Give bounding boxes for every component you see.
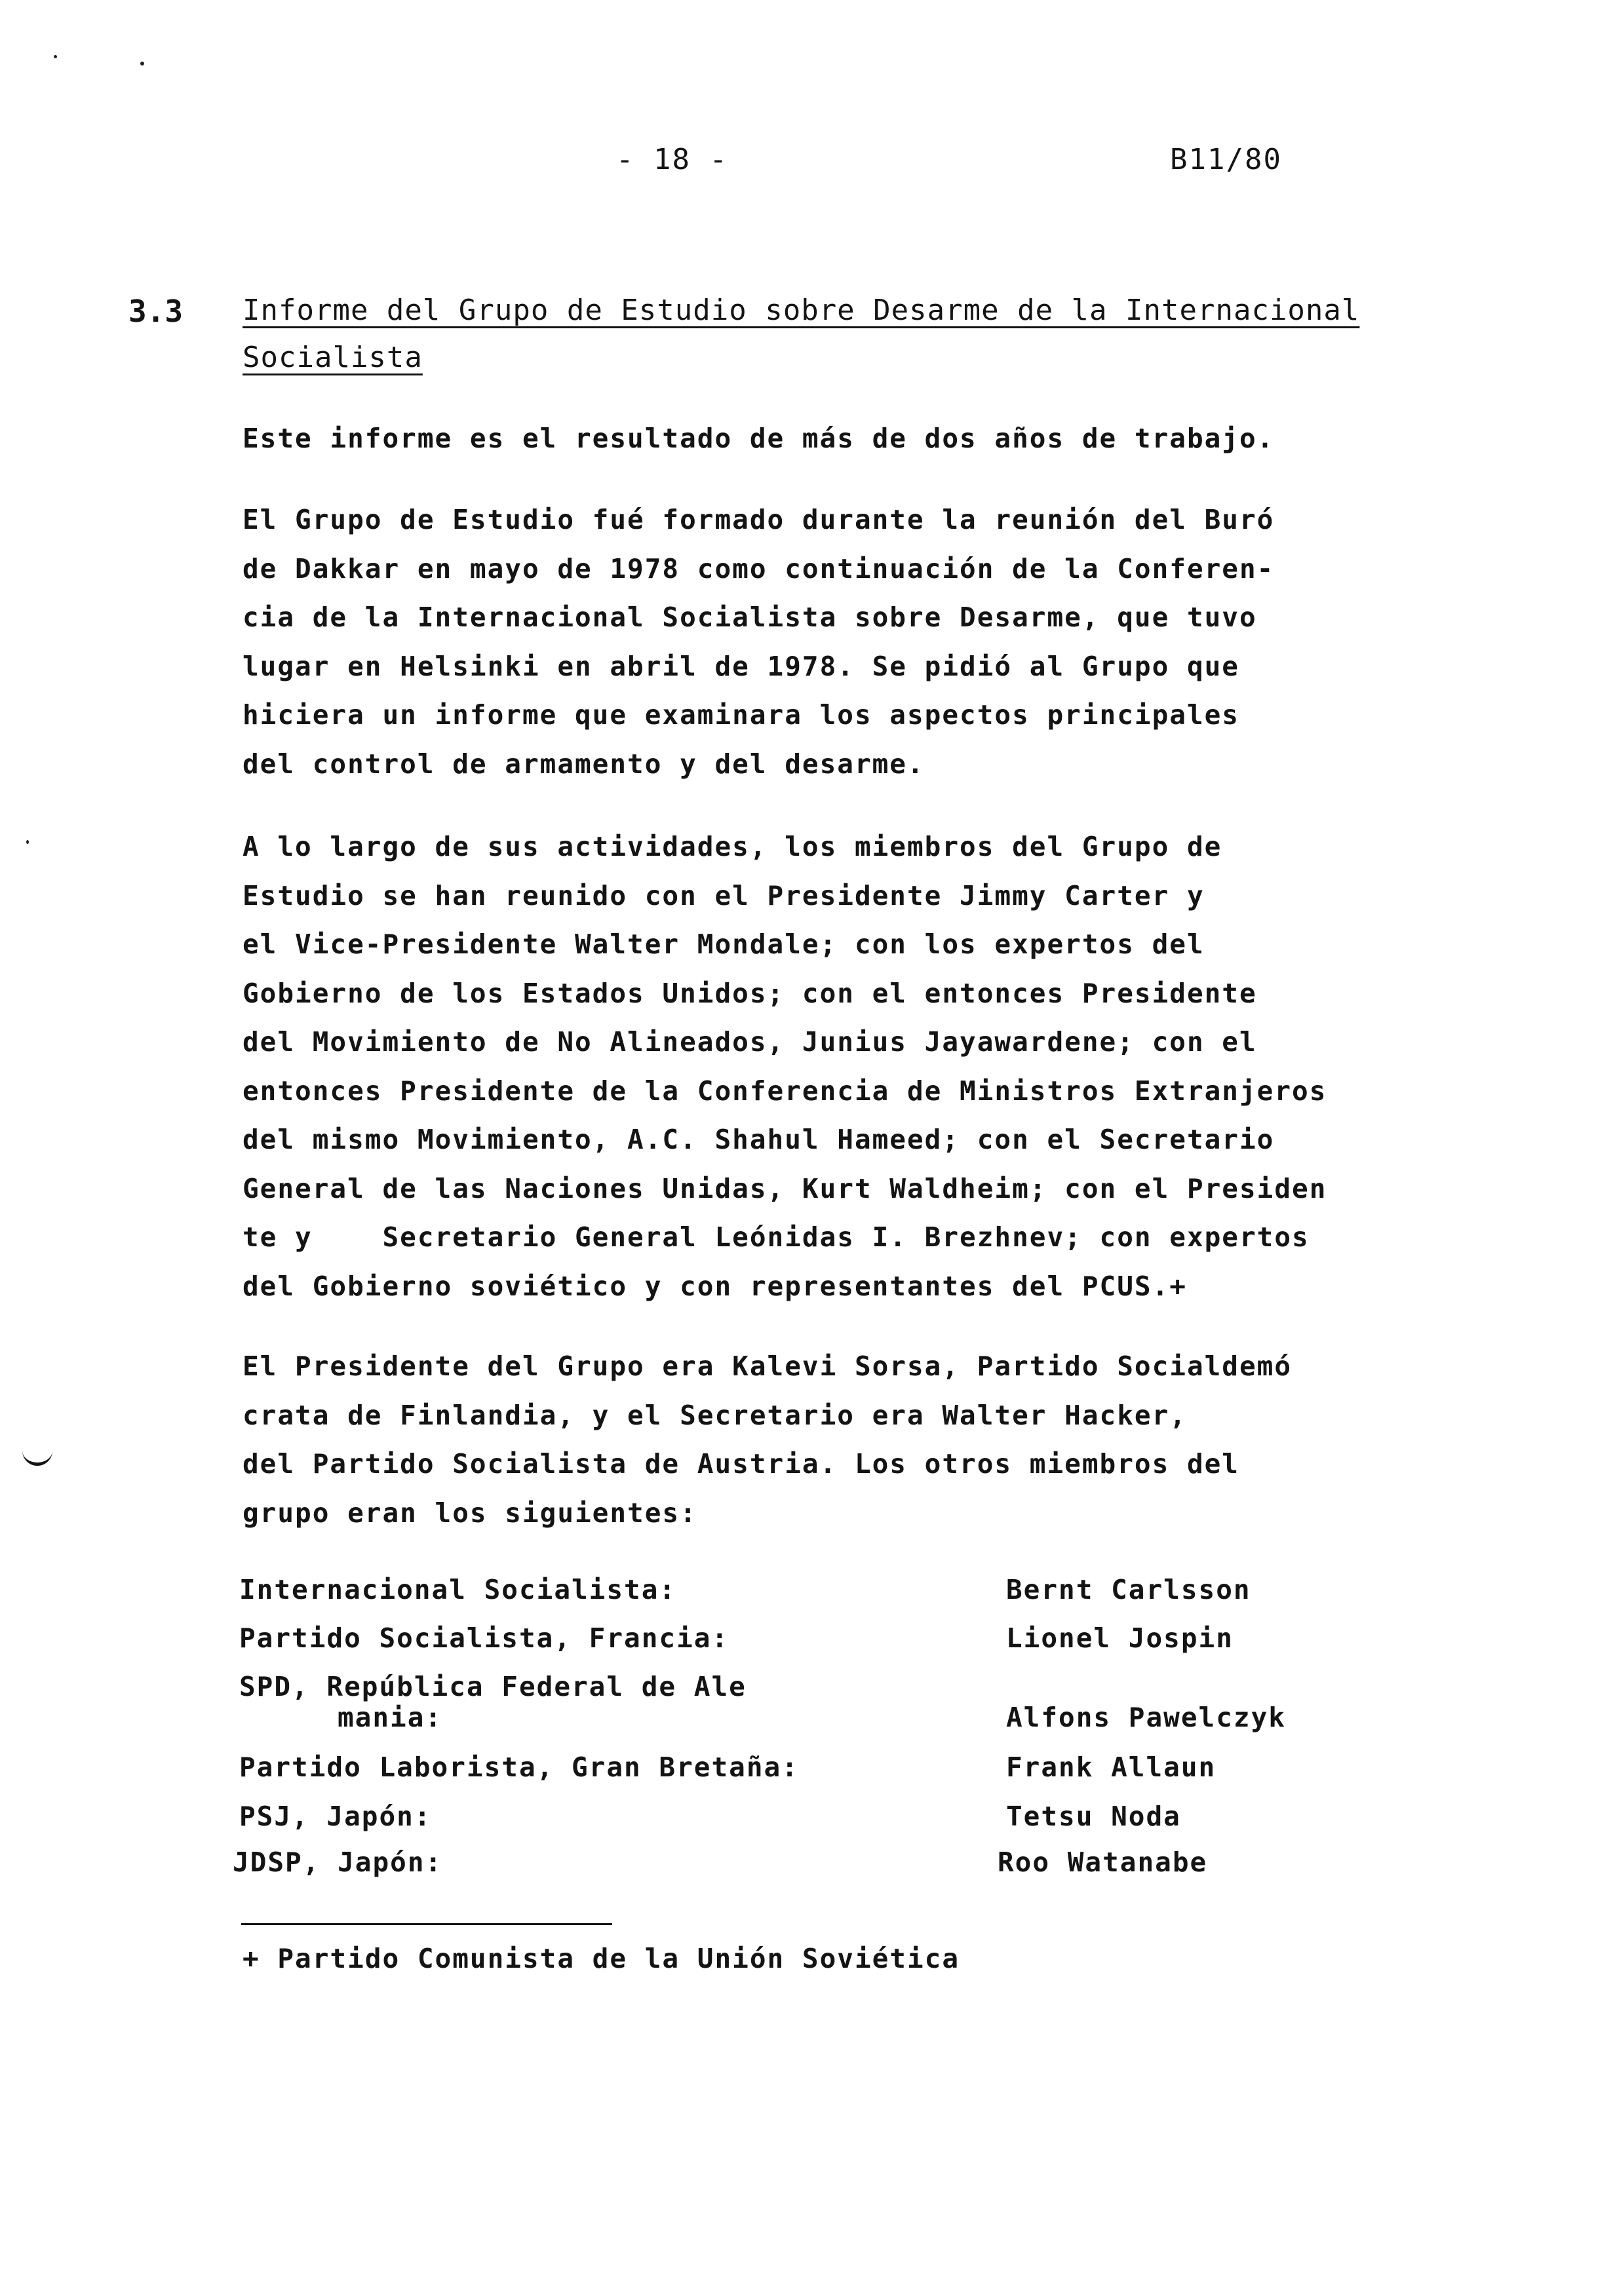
- paragraph-line: hiciera un informe que examinara los aspectos principales: [243, 699, 1239, 731]
- member-org: JDSP, Japón:: [233, 1846, 443, 1878]
- member-name: Tetsu Noda: [1006, 1801, 1181, 1832]
- member-org: Internacional Socialista:: [239, 1574, 677, 1605]
- paragraph-line: del control de armamento y del desarme.: [243, 748, 925, 780]
- paragraph-2: [243, 495, 1274, 788]
- footnote-divider: [241, 1923, 612, 1925]
- paragraph-line: entonces Presidente de la Conferencia de Ministros Extranjeros: [243, 1075, 1327, 1107]
- paragraph-1: [243, 414, 1274, 463]
- paragraph-line: General de las Naciones Unidas, Kurt Waldheim; con el Presiden: [243, 1172, 1327, 1204]
- member-name: Lionel Jospin: [1006, 1622, 1234, 1654]
- paragraph-line: El Presidente del Grupo era Kalevi Sorsa, Partido Socialdemó: [243, 1350, 1293, 1382]
- scan-speck: [54, 55, 57, 58]
- paragraph-line: Este informe es el resultado de más de dos años de trabajo.: [243, 423, 1275, 454]
- member-name: Alfons Pawelczyk: [1006, 1702, 1286, 1733]
- member-name: Bernt Carlsson: [1006, 1574, 1251, 1605]
- paragraph-line: Estudio se han reunido con el Presidente Jimmy Carter y: [243, 879, 1205, 911]
- paragraph-line: El Grupo de Estudio fué formado durante la reunión del Buró: [243, 504, 1275, 535]
- scan-margin-mark: [22, 1448, 52, 1466]
- section-number: 3.3: [128, 294, 184, 329]
- member-org: Partido Laborista, Gran Bretaña:: [239, 1751, 799, 1783]
- paragraph-line: del mismo Movimiento, A.C. Shahul Hameed; con el Secretario: [243, 1124, 1275, 1155]
- section-title-line-2: Socialista: [243, 341, 423, 374]
- footnote: + Partido Comunista de la Unión Soviética: [243, 1943, 960, 1974]
- paragraph-line: A lo largo de sus actividades, los miembros del Grupo de: [243, 831, 1222, 862]
- member-name: Frank Allaun: [1006, 1751, 1216, 1783]
- paragraph-line: Gobierno de los Estados Unidos; con el entonces Presidente: [243, 977, 1257, 1009]
- paragraph-line: lugar en Helsinki en abril de 1978. Se pidió al Grupo que: [243, 650, 1239, 682]
- paragraph-line: grupo eran los siguientes:: [243, 1497, 697, 1529]
- section-title-line-1: Informe del Grupo de Estudio sobre Desarme de la Internacional: [243, 294, 1360, 327]
- member-org: Partido Socialista, Francia:: [239, 1622, 730, 1654]
- member-org: SPD, República Federal de Ale: [239, 1671, 747, 1702]
- paragraph-4: [243, 1342, 1292, 1537]
- document-code: B11/80: [1170, 143, 1282, 176]
- page-number: - 18 -: [616, 143, 728, 176]
- paragraph-line: crata de Finlandia, y el Secretario era Walter Hacker,: [243, 1399, 1187, 1431]
- paragraph-line: de Dakkar en mayo de 1978 como continuación de la Conferen-: [243, 552, 1275, 584]
- scan-speck: [140, 62, 144, 66]
- paragraph-line: cia de la Internacional Socialista sobre Desarme, que tuvo: [243, 602, 1257, 633]
- paragraph-line: el Vice-Presidente Walter Mondale; con los expertos del: [243, 928, 1205, 960]
- member-org-continued: mania:: [338, 1702, 443, 1733]
- paragraph-line: del Movimiento de No Alineados, Junius Jayawardene; con el: [243, 1026, 1257, 1058]
- paragraph-line: del Partido Socialista de Austria. Los otros miembros del: [243, 1448, 1239, 1480]
- paragraph-3: [243, 822, 1327, 1311]
- scan-speck: [26, 840, 29, 844]
- paragraph-line: te y Secretario General Leónidas I. Brezhnev; con expertos: [243, 1221, 1310, 1253]
- member-name: Roo Watanabe: [998, 1846, 1208, 1878]
- paragraph-line: del Gobierno soviético y con representantes del PCUS.+: [243, 1270, 1187, 1302]
- member-org: PSJ, Japón:: [239, 1801, 432, 1832]
